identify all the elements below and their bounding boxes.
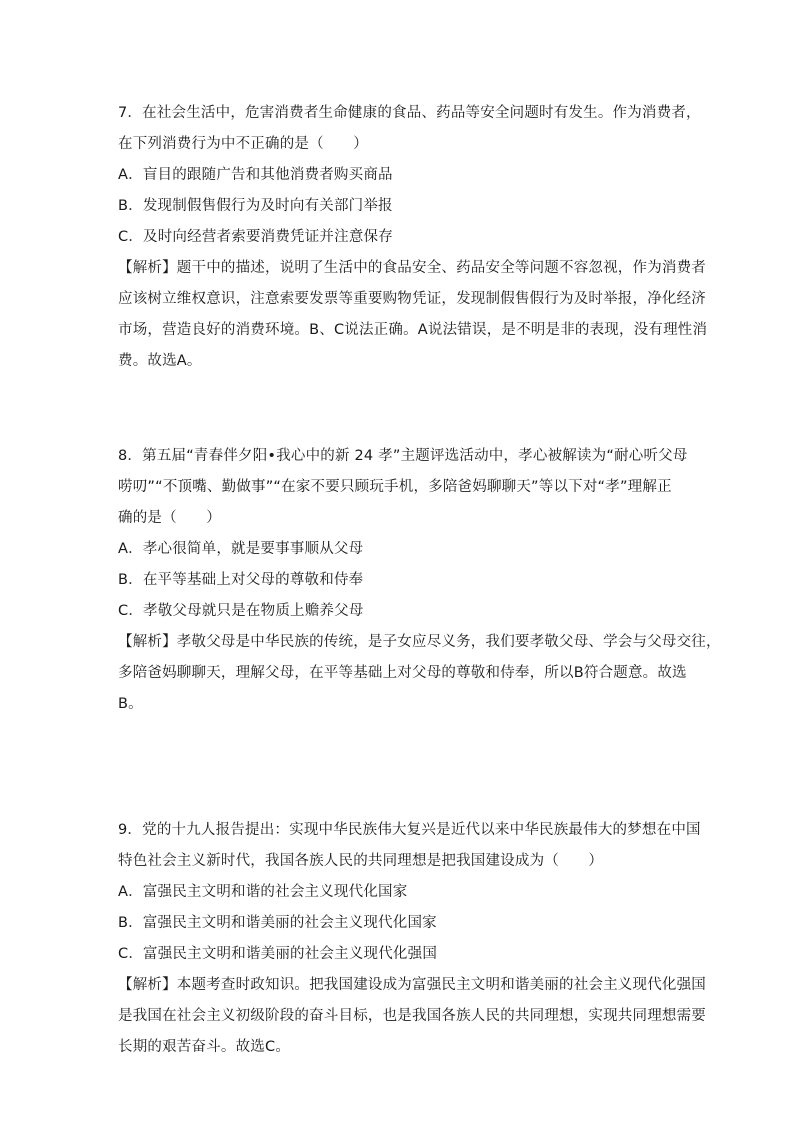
question-stem-line: 7．在社会生活中，危害消费者生命健康的食品、药品等安全问题时有发生。作为消费者， <box>118 105 701 121</box>
option-b: B．富强民主文明和谐美丽的社会主义现代化国家 <box>118 915 437 931</box>
analysis-line: 【解析】题干中的描述，说明了生活中的食品安全、药品安全等问题不容忽视，作为消费者 <box>118 260 706 276</box>
option-c: C．孝敬父母就只是在物质上赡养父母 <box>118 603 364 619</box>
analysis-line: 【解析】本题考查时政知识。把我国建设成为富强民主文明和谐美丽的社会主义现代化强国 <box>118 977 706 993</box>
analysis-line: 应该树立维权意识，注意索要发票等重要购物凭证，发现制假售假行为及时举报，净化经济 <box>118 291 706 307</box>
option-a: A．孝心很简单，就是要事事顺从父母 <box>118 541 364 557</box>
option-b: B．在平等基础上对父母的尊敬和侍奉 <box>118 572 364 588</box>
question-stem-line: 8．第五届“青春伴夕阳•我心中的新 24 孝”主题评选活动中，孝心被解读为“耐心听父母 <box>118 448 688 464</box>
question-stem-line: 确的是（ ） <box>118 510 221 526</box>
analysis-line: 市场，营造良好的消费环境。B、C说法正确。A说法错误，是不明是非的表现，没有理性消 <box>118 322 708 338</box>
analysis-line: B。 <box>118 696 143 712</box>
question-8 <box>118 441 721 720</box>
question-stem-line: 在下列消费行为中不正确的是（ ） <box>118 136 368 152</box>
analysis-line: 是我国在社会主义初级阶段的奋斗目标，也是我国各族人民的共同理想，实现共同理想需要 <box>118 1008 706 1024</box>
option-c: C．及时向经营者索要消费凭证并注意保存 <box>118 229 393 245</box>
question-stem-line: 特色社会主义新时代，我国各族人民的共同理想是把我国建设成为（ ） <box>118 853 604 869</box>
question-stem-line: 9．党的十九人报告提出：实现中华民族伟大复兴是近代以来中华民族最伟大的梦想在中国 <box>118 822 701 838</box>
analysis-line: 长期的艰苦奋斗。故选C。 <box>118 1039 291 1055</box>
option-b: B．发现制假售假行为及时向有关部门举报 <box>118 198 393 214</box>
option-a: A．盲目的跟随广告和其他消费者购买商品 <box>118 167 393 183</box>
option-c: C．富强民主文明和谐美丽的社会主义现代化强国 <box>118 946 438 962</box>
analysis-line: 费。故选A。 <box>118 353 202 369</box>
question-stem-line: 唠叨”“不顶嘴、勤做事”“在家不要只顾玩手机，多陪爸妈聊聊天”等以下对“孝”理解正 <box>118 479 672 495</box>
analysis-line: 【解析】孝敬父母是中华民族的传统，是子女应尽义务，我们要孝敬父母、学会与父母交往， <box>118 634 721 650</box>
analysis-line: 多陪爸妈聊聊天，理解父母，在平等基础上对父母的尊敬和侍奉，所以B符合题意。故选 <box>118 665 687 681</box>
question-9 <box>118 815 706 1063</box>
option-a: A．富强民主文明和谐的社会主义现代化国家 <box>118 884 408 900</box>
question-7 <box>118 98 708 377</box>
